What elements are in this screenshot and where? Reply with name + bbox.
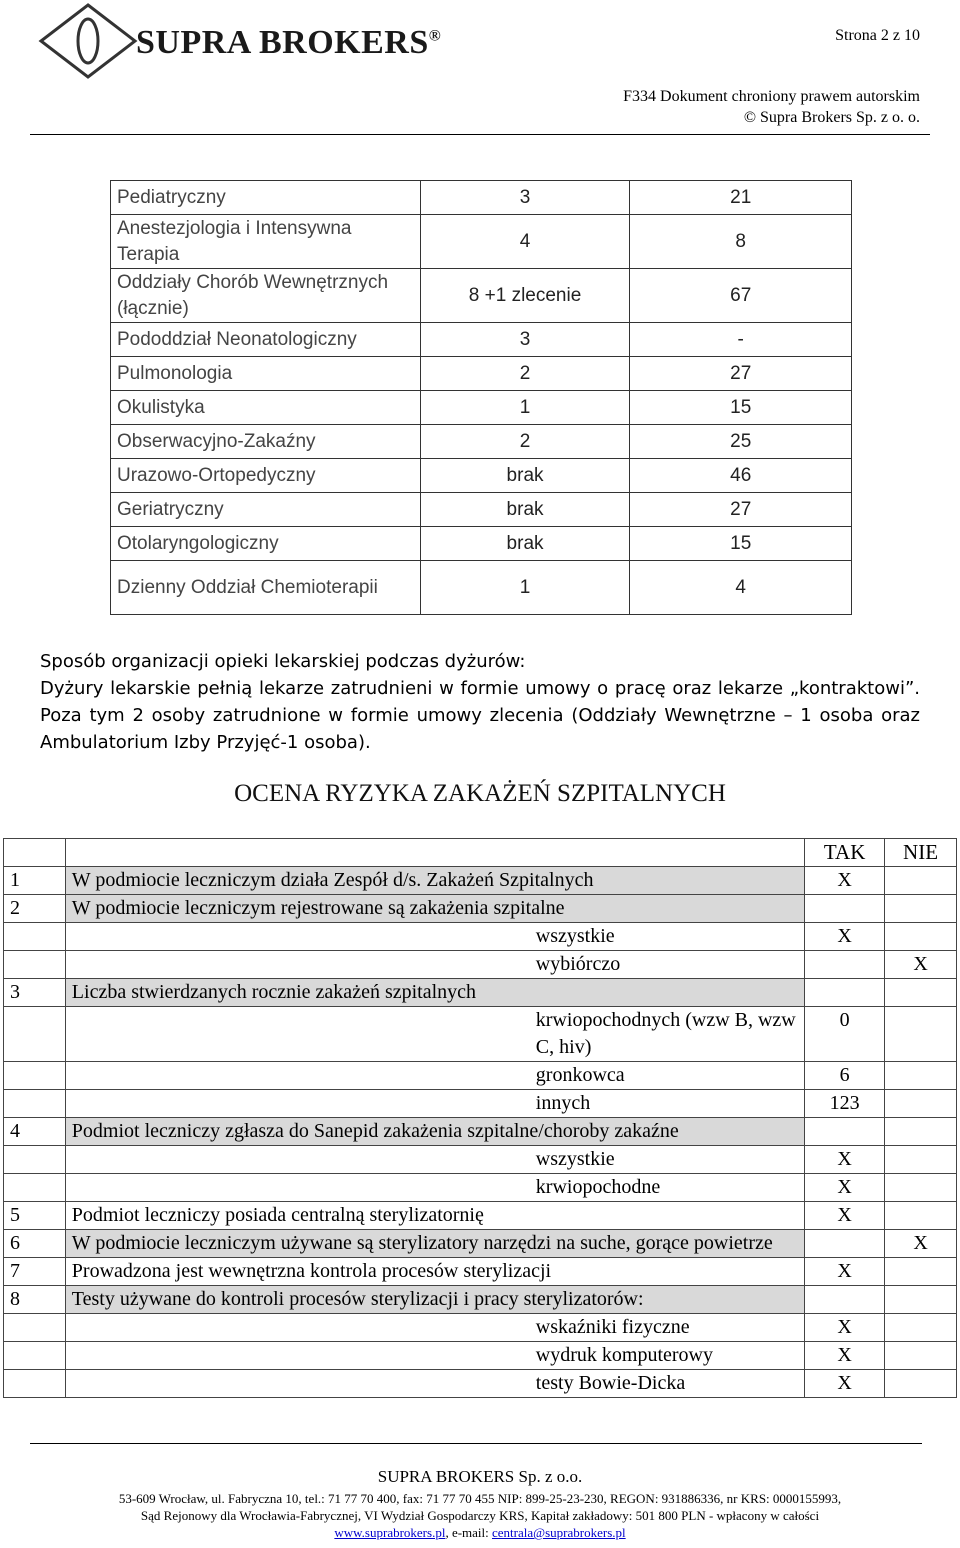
ward-row xyxy=(111,493,852,527)
risk-row xyxy=(4,1230,957,1258)
risk-row-number xyxy=(4,1062,66,1090)
risk-row xyxy=(4,867,957,895)
risk-row-no xyxy=(885,1258,957,1286)
doc-code: F334 Dokument chroniony prawem autorskim xyxy=(623,88,920,105)
risk-row xyxy=(4,1314,957,1342)
ward-count-a: brak xyxy=(420,493,630,527)
risk-row-no xyxy=(885,1202,957,1230)
risk-row-number xyxy=(4,1342,66,1370)
website-link[interactable]: www.suprabrokers.pl xyxy=(334,1525,446,1540)
risk-row-number: 6 xyxy=(4,1230,66,1258)
risk-row-number xyxy=(4,1370,66,1398)
risk-row-text: gronkowca xyxy=(65,1062,804,1090)
risk-row-number xyxy=(4,1007,66,1062)
risk-row-no xyxy=(885,1007,957,1062)
risk-row-number xyxy=(4,1314,66,1342)
ward-row xyxy=(111,357,852,391)
risk-row-number xyxy=(4,1174,66,1202)
risk-row xyxy=(4,1286,957,1314)
risk-row-number xyxy=(4,1090,66,1118)
wards-table xyxy=(110,180,852,615)
logo-diamond-icon xyxy=(38,2,138,80)
ward-count-b: 46 xyxy=(630,459,852,493)
ward-count-a: 2 xyxy=(420,357,630,391)
ward-name: Pulmonologia xyxy=(111,357,421,391)
ward-name: Dzienny Oddział Chemioterapii xyxy=(111,561,421,615)
risk-row-number: 5 xyxy=(4,1202,66,1230)
risk-row-yes xyxy=(805,951,885,979)
risk-row-number: 2 xyxy=(4,895,66,923)
risk-row-yes xyxy=(805,1230,885,1258)
risk-row-yes: X xyxy=(805,1370,885,1398)
risk-row-no xyxy=(885,1090,957,1118)
risk-row-text: wszystkie xyxy=(65,1146,804,1174)
risk-row xyxy=(4,1007,957,1062)
risk-row-yes: 6 xyxy=(805,1062,885,1090)
risk-row-number xyxy=(4,951,66,979)
risk-row-yes: X xyxy=(805,1258,885,1286)
risk-row-text: W podmiocie leczniczym używane są sterylizatory narzędzi na suche, gorące powietrze xyxy=(65,1230,804,1258)
risk-row xyxy=(4,1118,957,1146)
ward-name: Geriatryczny xyxy=(111,493,421,527)
ward-name: Pediatryczny xyxy=(111,181,421,215)
header-divider xyxy=(30,134,930,135)
risk-row-text: krwiopochodnych (wzw B, wzw C, hiv) xyxy=(65,1007,804,1062)
ward-row xyxy=(111,323,852,357)
risk-row-no xyxy=(885,895,957,923)
risk-row-number: 7 xyxy=(4,1258,66,1286)
ward-count-a: 1 xyxy=(420,391,630,425)
ward-count-b: 21 xyxy=(630,181,852,215)
ward-count-b: 8 xyxy=(630,215,852,269)
copyright: © Supra Brokers Sp. z o. o. xyxy=(743,109,920,126)
risk-row xyxy=(4,979,957,1007)
risk-row-no xyxy=(885,979,957,1007)
risk-row-yes xyxy=(805,979,885,1007)
risk-row xyxy=(4,923,957,951)
ward-count-b: 27 xyxy=(630,357,852,391)
risk-row-no xyxy=(885,1314,957,1342)
risk-row-yes: X xyxy=(805,1342,885,1370)
footer-company: SUPRA BROKERS Sp. z o.o. xyxy=(377,1467,583,1486)
risk-row xyxy=(4,1062,957,1090)
col-no-header: NIE xyxy=(885,839,957,867)
risk-row-text: krwiopochodne xyxy=(65,1174,804,1202)
risk-row xyxy=(4,1090,957,1118)
risk-row xyxy=(4,1342,957,1370)
ward-count-a: 1 xyxy=(420,561,630,615)
risk-row-no xyxy=(885,1118,957,1146)
ward-name: Anestezjologia i Intensywna Terapia xyxy=(111,215,421,269)
ward-count-b: 15 xyxy=(630,391,852,425)
risk-row-text: Testy używane do kontroli procesów sterylizacji i pracy sterylizatorów: xyxy=(65,1286,804,1314)
risk-row-text: wybiórczo xyxy=(65,951,804,979)
ward-row xyxy=(111,425,852,459)
risk-row xyxy=(4,895,957,923)
ward-name: Oddziały Chorób Wewnętrznych (łącznie) xyxy=(111,269,421,323)
organization-text: Dyżury lekarskie pełnią lekarze zatrudnieni w formie umowy o pracę oraz lekarze „kontraktowi”. Poza tym 2 osoby zatrudnione w formie umowy zlecenia (Oddziały Wewnętrzne – 1 osoba oraz Ambulatorium Izby Przyjęć-1 osoba). xyxy=(40,678,920,753)
risk-row-no xyxy=(885,1342,957,1370)
risk-row-text: innych xyxy=(65,1090,804,1118)
risk-row xyxy=(4,1174,957,1202)
ward-count-a: 2 xyxy=(420,425,630,459)
risk-row-yes: X xyxy=(805,1202,885,1230)
ward-count-b: 67 xyxy=(630,269,852,323)
risk-row-no: X xyxy=(885,1230,957,1258)
ward-count-b: - xyxy=(630,323,852,357)
ward-row xyxy=(111,561,852,615)
logo-text: SUPRA BROKERS® xyxy=(136,24,442,61)
risk-row xyxy=(4,1202,957,1230)
col-yes-header: TAK xyxy=(805,839,885,867)
risk-row xyxy=(4,951,957,979)
risk-row xyxy=(4,1258,957,1286)
footer-contact xyxy=(0,1524,960,1541)
ward-name: Urazowo-Ortopedyczny xyxy=(111,459,421,493)
risk-row-number xyxy=(4,1146,66,1174)
risk-row xyxy=(4,1370,957,1398)
risk-row-number xyxy=(4,923,66,951)
risk-row-no: X xyxy=(885,951,957,979)
risk-row-text: W podmiocie leczniczym działa Zespół d/s. Zakażeń Szpitalnych xyxy=(65,867,804,895)
email-link[interactable]: centrala@suprabrokers.pl xyxy=(492,1525,626,1540)
ward-count-b: 4 xyxy=(630,561,852,615)
risk-row-yes xyxy=(805,1286,885,1314)
ward-count-a: brak xyxy=(420,527,630,561)
risk-row-number: 8 xyxy=(4,1286,66,1314)
risk-table xyxy=(3,838,957,1398)
ward-row xyxy=(111,269,852,323)
risk-header-row xyxy=(4,839,957,867)
risk-row-yes xyxy=(805,1118,885,1146)
risk-row-no xyxy=(885,923,957,951)
risk-row-text: wskaźniki fizyczne xyxy=(65,1314,804,1342)
risk-row-no xyxy=(885,1146,957,1174)
risk-row-text: wszystkie xyxy=(65,923,804,951)
ward-name: Okulistyka xyxy=(111,391,421,425)
footer-divider xyxy=(30,1443,922,1444)
ward-row xyxy=(111,459,852,493)
risk-row-yes: X xyxy=(805,923,885,951)
risk-heading: OCENA RYZYKA ZAKAŻEŃ SZPITALNYCH xyxy=(234,780,726,807)
risk-row-text: Liczba stwierdzanych rocznie zakażeń szpitalnych xyxy=(65,979,804,1007)
organization-title: Sposób organizacji opieki lekarskiej podczas dyżurów: xyxy=(40,651,526,672)
ward-row xyxy=(111,391,852,425)
risk-row-number: 3 xyxy=(4,979,66,1007)
risk-row-no xyxy=(885,867,957,895)
ward-count-b: 27 xyxy=(630,493,852,527)
ward-row xyxy=(111,181,852,215)
ward-name: Obserwacyjno-Zakaźny xyxy=(111,425,421,459)
risk-row-text: Prowadzona jest wewnętrzna kontrola procesów sterylizacji xyxy=(65,1258,804,1286)
registered-icon: ® xyxy=(428,27,442,45)
ward-count-b: 25 xyxy=(630,425,852,459)
risk-row xyxy=(4,1146,957,1174)
risk-row-text: W podmiocie leczniczym rejestrowane są zakażenia szpitalne xyxy=(65,895,804,923)
risk-row-yes xyxy=(805,895,885,923)
ward-count-a: 3 xyxy=(420,181,630,215)
risk-row-no xyxy=(885,1062,957,1090)
risk-row-text: Podmiot leczniczy posiada centralną sterylizatornię xyxy=(65,1202,804,1230)
risk-row-text: testy Bowie-Dicka xyxy=(65,1370,804,1398)
risk-row-yes: X xyxy=(805,1314,885,1342)
risk-row-no xyxy=(885,1174,957,1202)
risk-row-no xyxy=(885,1370,957,1398)
risk-row-yes: 123 xyxy=(805,1090,885,1118)
ward-count-a: 4 xyxy=(420,215,630,269)
risk-row-yes: X xyxy=(805,1174,885,1202)
risk-row-text: Podmiot leczniczy zgłasza do Sanepid zakażenia szpitalne/choroby zakaźne xyxy=(65,1118,804,1146)
page-number: Strona 2 z 10 xyxy=(835,27,920,44)
ward-row xyxy=(111,215,852,269)
risk-row-number: 1 xyxy=(4,867,66,895)
ward-count-a: 3 xyxy=(420,323,630,357)
footer-address: 53-609 Wrocław, ul. Fabryczna 10, tel.: 71 77 70 400, fax: 71 77 70 455 NIP: 899-25-23-230, REGON: 931886336, nr KRS: 0000155993, xyxy=(118,1491,842,1506)
risk-header-empty xyxy=(4,839,66,867)
ward-row xyxy=(111,527,852,561)
ward-count-a: brak xyxy=(420,459,630,493)
ward-count-b: 15 xyxy=(630,527,852,561)
ward-count-a: 8 +1 zlecenie xyxy=(420,269,630,323)
risk-row-yes: X xyxy=(805,867,885,895)
ward-name: Pododdział Neonatologiczny xyxy=(111,323,421,357)
risk-row-yes: 0 xyxy=(805,1007,885,1062)
email-label: , e-mail: xyxy=(445,1525,493,1540)
ward-name: Otolaryngologiczny xyxy=(111,527,421,561)
footer-court: Sąd Rejonowy dla Wrocławia-Fabrycznej, VI Wydział Gospodarczy KRS, Kapitał zakładowy: 501 800 PLN - wpłacony w całości xyxy=(140,1508,820,1523)
risk-row-text: wydruk komputerowy xyxy=(65,1342,804,1370)
logo xyxy=(38,2,138,85)
risk-row-number: 4 xyxy=(4,1118,66,1146)
risk-row-yes: X xyxy=(805,1146,885,1174)
risk-header-empty xyxy=(65,839,804,867)
risk-row-no xyxy=(885,1286,957,1314)
